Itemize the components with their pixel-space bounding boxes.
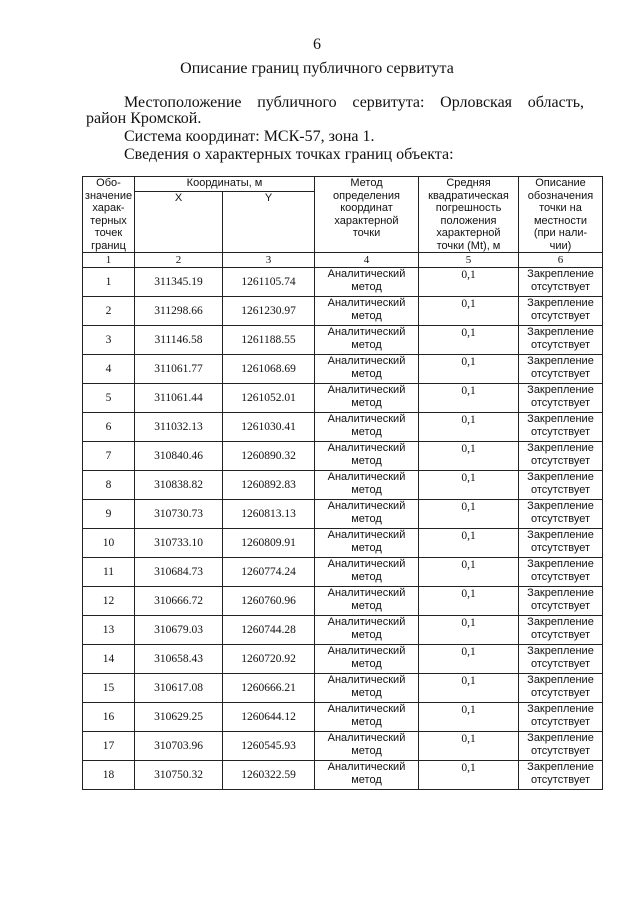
description-cell [519, 297, 603, 326]
text-line: (при нали- [533, 227, 588, 239]
text-line: отсутствует [530, 368, 590, 380]
description-cell [519, 558, 603, 587]
text-line: Метод [350, 177, 383, 189]
point-number-cell: 11 [83, 558, 135, 587]
table-row [83, 471, 603, 500]
table-row [83, 674, 603, 703]
point-number-cell: 3 [83, 326, 135, 355]
text-line: Закрепление [527, 674, 594, 686]
text-line: границ [91, 239, 126, 252]
point-number-cell: 2 [83, 297, 135, 326]
text-line: отсутствует [530, 484, 590, 496]
description-cell [519, 529, 603, 558]
point-number-cell: 14 [83, 645, 135, 674]
accuracy-cell: 0,1 [419, 268, 519, 297]
method-cell [315, 268, 419, 297]
text-line: Закрепление [527, 442, 594, 454]
text-line: метод [351, 455, 382, 467]
x-coordinate-cell: 310703.96 [135, 732, 223, 761]
header-description [519, 177, 603, 253]
accuracy-cell: 0,1 [419, 761, 519, 790]
text-line: отсутствует [530, 542, 590, 554]
column-number: 1 [83, 253, 135, 268]
accuracy-cell: 0,1 [419, 442, 519, 471]
accuracy-cell: 0,1 [419, 674, 519, 703]
method-cell [315, 587, 419, 616]
text-line: точки (Mt), м [436, 239, 501, 252]
boundary-points-table [82, 176, 603, 790]
text-line: точек [94, 227, 123, 239]
point-number-cell: 17 [83, 732, 135, 761]
description-cell [519, 384, 603, 413]
column-number: 2 [135, 253, 223, 268]
description-cell [519, 355, 603, 384]
text-line: метод [351, 687, 382, 699]
text-line: характерной [334, 214, 399, 227]
point-number-cell: 12 [83, 587, 135, 616]
accuracy-cell: 0,1 [419, 616, 519, 645]
description-cell [519, 442, 603, 471]
y-coordinate-cell: 1260809.91 [223, 529, 315, 558]
y-coordinate-cell: 1260666.21 [223, 674, 315, 703]
description-cell [519, 674, 603, 703]
text-line: метод [351, 368, 382, 380]
x-coordinate-cell: 311298.66 [135, 297, 223, 326]
header-point-designation [83, 177, 135, 253]
text-line: Закрепление [527, 268, 594, 280]
text-line: Закрепление [527, 384, 594, 396]
x-coordinate-cell: 311345.19 [135, 268, 223, 297]
method-cell [315, 703, 419, 732]
text-line: терных [90, 214, 127, 227]
text-line: Аналитический [327, 616, 406, 628]
text-line: Закрепление [527, 297, 594, 309]
y-coordinate-cell: 1261188.55 [223, 326, 315, 355]
point-number-cell: 16 [83, 703, 135, 732]
text-line: Аналитический [327, 355, 406, 367]
text-line: Закрепление [527, 703, 594, 715]
x-coordinate-cell: 310838.82 [135, 471, 223, 500]
text-line: Закрепление [527, 500, 594, 512]
text-line: положения [440, 214, 497, 227]
y-coordinate-cell: 1260644.12 [223, 703, 315, 732]
text-line: Закрепление [527, 616, 594, 628]
column-number: 4 [315, 253, 419, 268]
table-row [83, 326, 603, 355]
method-cell [315, 355, 419, 384]
x-coordinate-cell: 310733.10 [135, 529, 223, 558]
text-line: Аналитический [327, 384, 406, 396]
method-cell [315, 384, 419, 413]
accuracy-cell: 0,1 [419, 384, 519, 413]
text-line: Аналитический [327, 442, 406, 454]
text-line: характерной [436, 227, 501, 239]
text-line: значение [84, 189, 133, 202]
accuracy-cell: 0,1 [419, 529, 519, 558]
point-number-cell: 13 [83, 616, 135, 645]
y-coordinate-cell: 1261230.97 [223, 297, 315, 326]
text-line: Закрепление [527, 558, 594, 570]
header-y: Y [223, 192, 315, 253]
point-number-cell: 6 [83, 413, 135, 442]
text-line: Аналитический [327, 761, 406, 773]
text-line: харак- [92, 202, 125, 214]
text-line: определения [333, 189, 400, 202]
text-line: квадратическая [428, 189, 509, 202]
text-line: метод [351, 658, 382, 670]
table-row [83, 268, 603, 297]
accuracy-cell: 0,1 [419, 500, 519, 529]
accuracy-cell: 0,1 [419, 645, 519, 674]
description-cell [519, 268, 603, 297]
x-coordinate-cell: 311061.77 [135, 355, 223, 384]
table-row [83, 703, 603, 732]
accuracy-cell: 0,1 [419, 471, 519, 500]
description-cell [519, 732, 603, 761]
method-cell [315, 413, 419, 442]
text-line: Закрепление [527, 732, 594, 744]
text-line: Аналитический [327, 471, 406, 483]
description-cell [519, 645, 603, 674]
table-row [83, 616, 603, 645]
text-line: Аналитический [327, 529, 406, 541]
y-coordinate-cell: 1261052.01 [223, 384, 315, 413]
column-number: 6 [519, 253, 603, 268]
text-line: отсутствует [530, 571, 590, 583]
table-row [83, 732, 603, 761]
text-line: Аналитический [327, 500, 406, 512]
text-line: Аналитический [327, 703, 406, 715]
text-line: погрешность [435, 202, 502, 214]
text-line: метод [351, 745, 382, 757]
y-coordinate-cell: 1260890.32 [223, 442, 315, 471]
document-title: Описание границ публичного сервитута [180, 60, 454, 77]
header-method [315, 177, 419, 253]
text-line: отсутствует [530, 774, 590, 786]
page-number: 6 [313, 36, 321, 53]
description-cell [519, 587, 603, 616]
table-row [83, 297, 603, 326]
text-line: Закрепление [527, 761, 594, 773]
description-cell [519, 703, 603, 732]
point-number-cell: 15 [83, 674, 135, 703]
text-line: Закрепление [527, 529, 594, 541]
method-cell [315, 442, 419, 471]
table-row [83, 558, 603, 587]
text-line: Обо- [96, 177, 121, 189]
text-line: Закрепление [527, 355, 594, 367]
text-line: Аналитический [327, 587, 406, 599]
y-coordinate-cell: 1260760.96 [223, 587, 315, 616]
text-line: Закрепление [527, 471, 594, 483]
text-line: метод [351, 426, 382, 438]
point-number-cell: 10 [83, 529, 135, 558]
y-coordinate-cell: 1260720.92 [223, 645, 315, 674]
text-line: отсутствует [530, 455, 590, 467]
y-coordinate-cell: 1260322.59 [223, 761, 315, 790]
table-row [83, 529, 603, 558]
accuracy-cell: 0,1 [419, 355, 519, 384]
text-line: Описание [535, 177, 586, 189]
method-cell [315, 674, 419, 703]
x-coordinate-cell: 311146.58 [135, 326, 223, 355]
text-line: Аналитический [327, 413, 406, 425]
text-line: метод [351, 484, 382, 496]
header-x: X [135, 192, 223, 253]
text-line: Закрепление [527, 413, 594, 425]
column-number: 5 [419, 253, 519, 268]
x-coordinate-cell: 310679.03 [135, 616, 223, 645]
text-line: отсутствует [530, 426, 590, 438]
y-coordinate-cell: 1261068.69 [223, 355, 315, 384]
description-cell [519, 761, 603, 790]
method-cell [315, 645, 419, 674]
y-coordinate-cell: 1260744.28 [223, 616, 315, 645]
method-cell [315, 616, 419, 645]
text-line: метод [351, 571, 382, 583]
text-line: Закрепление [527, 587, 594, 599]
method-cell [315, 529, 419, 558]
text-line: метод [351, 774, 382, 786]
text-line: отсутствует [530, 658, 590, 670]
text-line: метод [351, 542, 382, 554]
text-line: точки [352, 227, 381, 239]
accuracy-cell: 0,1 [419, 326, 519, 355]
text-line: Аналитический [327, 732, 406, 744]
text-line: Средняя [446, 177, 491, 189]
table-row [83, 442, 603, 471]
x-coordinate-cell: 310840.46 [135, 442, 223, 471]
column-number: 3 [223, 253, 315, 268]
description-cell [519, 326, 603, 355]
x-coordinate-cell: 311032.13 [135, 413, 223, 442]
x-coordinate-cell: 311061.44 [135, 384, 223, 413]
text-line: обозначения [527, 189, 594, 202]
y-coordinate-cell: 1261105.74 [223, 268, 315, 297]
text-line: Аналитический [327, 674, 406, 686]
method-cell [315, 761, 419, 790]
text-line: метод [351, 281, 382, 293]
description-cell [519, 616, 603, 645]
x-coordinate-cell: 310730.73 [135, 500, 223, 529]
coordinate-system-text: Система координат: МСК-57, зона 1. [124, 128, 375, 145]
text-line: отсутствует [530, 339, 590, 351]
text-line: Аналитический [327, 297, 406, 309]
accuracy-cell: 0,1 [419, 732, 519, 761]
text-line: отсутствует [530, 716, 590, 728]
y-coordinate-cell: 1260892.83 [223, 471, 315, 500]
x-coordinate-cell: 310750.32 [135, 761, 223, 790]
text-line: отсутствует [530, 600, 590, 612]
point-number-cell: 5 [83, 384, 135, 413]
text-line: метод [351, 397, 382, 409]
x-coordinate-cell: 310684.73 [135, 558, 223, 587]
location-line-1: Местоположение публичного сервитута: Орловская область, [124, 94, 584, 111]
text-line: Аналитический [327, 326, 406, 338]
accuracy-cell: 0,1 [419, 703, 519, 732]
y-coordinate-cell: 1261030.41 [223, 413, 315, 442]
text-line: точки на [539, 202, 582, 214]
text-line: Аналитический [327, 558, 406, 570]
text-line: местности [533, 214, 588, 227]
method-cell [315, 500, 419, 529]
text-line: отсутствует [530, 281, 590, 293]
point-number-cell: 1 [83, 268, 135, 297]
method-cell [315, 558, 419, 587]
text-line: отсутствует [530, 397, 590, 409]
x-coordinate-cell: 310617.08 [135, 674, 223, 703]
accuracy-cell: 0,1 [419, 587, 519, 616]
points-heading: Сведения о характерных точках границ объекта: [124, 146, 454, 163]
table-row [83, 587, 603, 616]
table-row [83, 761, 603, 790]
x-coordinate-cell: 310629.25 [135, 703, 223, 732]
text-line: метод [351, 716, 382, 728]
point-number-cell: 18 [83, 761, 135, 790]
text-line: Аналитический [327, 268, 406, 280]
text-line: Закрепление [527, 645, 594, 657]
text-line: чии) [549, 239, 572, 252]
description-cell [519, 413, 603, 442]
point-number-cell: 4 [83, 355, 135, 384]
method-cell [315, 326, 419, 355]
table-row [83, 645, 603, 674]
text-line: отсутствует [530, 687, 590, 699]
accuracy-cell: 0,1 [419, 297, 519, 326]
accuracy-cell: 0,1 [419, 558, 519, 587]
text-line: отсутствует [530, 513, 590, 525]
text-line: метод [351, 600, 382, 612]
header-coordinates: Координаты, м [135, 177, 315, 192]
table-row [83, 500, 603, 529]
location-line-2: район Кромской. [86, 110, 202, 127]
point-number-cell: 7 [83, 442, 135, 471]
x-coordinate-cell: 310666.72 [135, 587, 223, 616]
y-coordinate-cell: 1260545.93 [223, 732, 315, 761]
text-line: метод [351, 339, 382, 351]
point-number-cell: 8 [83, 471, 135, 500]
x-coordinate-cell: 310658.43 [135, 645, 223, 674]
point-number-cell: 9 [83, 500, 135, 529]
text-line: метод [351, 310, 382, 322]
text-line: Закрепление [527, 326, 594, 338]
table-row [83, 384, 603, 413]
text-line: отсутствует [530, 310, 590, 322]
table-row [83, 413, 603, 442]
text-line: Аналитический [327, 645, 406, 657]
text-line: метод [351, 629, 382, 641]
text-line: отсутствует [530, 745, 590, 757]
text-line: метод [351, 513, 382, 525]
y-coordinate-cell: 1260774.24 [223, 558, 315, 587]
accuracy-cell: 0,1 [419, 413, 519, 442]
table-row [83, 355, 603, 384]
method-cell [315, 471, 419, 500]
method-cell [315, 297, 419, 326]
method-cell [315, 732, 419, 761]
header-accuracy [419, 177, 519, 253]
description-cell [519, 471, 603, 500]
text-line: отсутствует [530, 629, 590, 641]
text-line: координат [340, 202, 393, 214]
y-coordinate-cell: 1260813.13 [223, 500, 315, 529]
table-body [83, 268, 603, 790]
description-cell [519, 500, 603, 529]
